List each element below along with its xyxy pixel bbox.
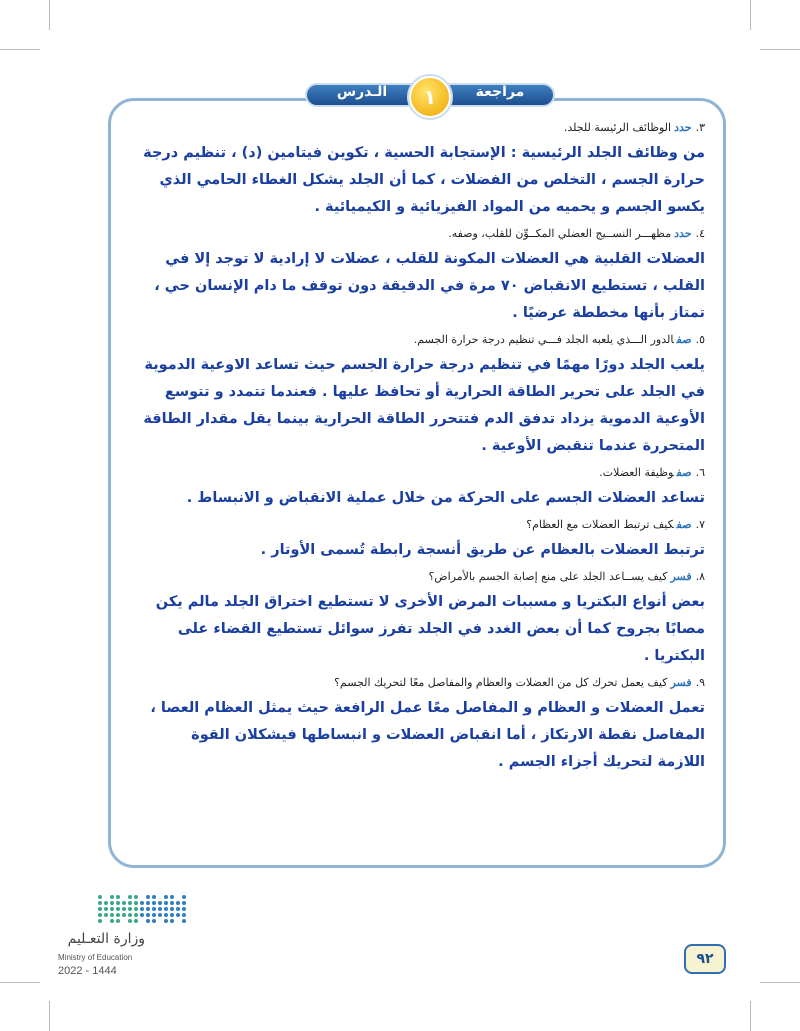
emblem-dot (116, 907, 120, 911)
emblem-dot (158, 901, 162, 905)
answer-text: العضلات القلبية هي العضلات المكونة للقلب ، عضلات لا إرادية لا توجد إلا في القلب ، تستطيع الانقباض ٧٠ مرة في الدقيقة دون توقف ما دام الإنسان حي ، تمتاز بأنها مخططة عرضيًا . (154, 251, 705, 321)
question-text (140, 516, 705, 534)
emblem-dot (134, 907, 138, 911)
emblem-dot (146, 919, 150, 923)
emblem-dot (98, 913, 102, 917)
question-number: ٨. (695, 570, 705, 583)
emblem-dot (152, 907, 156, 911)
emblem-dot (146, 901, 150, 905)
question-text (140, 568, 705, 586)
answer-text: تساعد العضلات الجسم على الحركة من خلال عملية الانقباض و الانبساط . (186, 490, 705, 506)
emblem-dot (98, 919, 102, 923)
emblem-dot (122, 901, 126, 905)
question-body: مظهـــر النســيج العضلي المكــوِّن للقلب، وصفه. (448, 227, 672, 240)
emblem-dot (164, 895, 168, 899)
question-body: وظيفة العضلات. (599, 466, 674, 479)
question-verb: حدد (674, 227, 692, 240)
question-verb: صف (676, 333, 692, 346)
question-body: كيف يعمل تحرك كل من العضلات والعظام والمفاصل معًا لتحريك الجسم؟ (334, 676, 668, 689)
question-number: ٧. (695, 518, 705, 531)
emblem-dot (122, 913, 126, 917)
emblem-dot (98, 901, 102, 905)
question-body: كيف يســاعد الجلد على منع إصابة الجسم بالأمراض؟ (428, 570, 668, 583)
question-text (140, 331, 705, 349)
emblem-dot (170, 901, 174, 905)
answer-text: بعض أنواع البكتريا و مسببات المرض الأخرى لا تستطيع اختراق الجلد مالم يكن مصابًا بجروح كما أن بعض الغدد في الجلد تفرز سوائل تستطيع القضاء على البكتريا . (155, 594, 705, 664)
banner-review-label: مراجعة (475, 84, 525, 100)
emblem-dot (182, 913, 186, 917)
emblem-dot (152, 895, 156, 899)
question-verb: صف (676, 466, 692, 479)
emblem-dot (182, 919, 186, 923)
emblem-dot (104, 901, 108, 905)
emblem-dot (128, 907, 132, 911)
ministry-logo (50, 895, 200, 985)
question-body: الدور الـــذي يلعبه الجلد فـــي تنظيم درجة حرارة الجسم. (413, 333, 674, 346)
emblem-dot (104, 913, 108, 917)
crop-mark (49, 1001, 50, 1031)
emblem-dot (98, 907, 102, 911)
emblem-dot (134, 901, 138, 905)
emblem-dot (116, 913, 120, 917)
emblem-dot (134, 895, 138, 899)
crop-mark (0, 982, 40, 983)
emblem-dot (146, 907, 150, 911)
crop-mark (750, 0, 751, 30)
emblem-dot (116, 895, 120, 899)
question-number: ٦. (695, 466, 705, 479)
emblem-dot (170, 907, 174, 911)
emblem-dot (152, 913, 156, 917)
emblem-dot (158, 913, 162, 917)
emblem-dot (122, 907, 126, 911)
answer-text: ترتبط العضلات بالعظام عن طريق أنسجة رابطة تُسمى الأوتار . (260, 542, 705, 558)
answer-text: من وظائف الجلد الرئيسية : الإستجابة الحسية ، تكوين فيتامين (د) ، تنظيم درجة حرارة الجسم ، التخلص من الفضلات ، كما أن الجلد يشكل الغطاء الحامي الذي يكسو الجسم و يحميه من المواد الفيزيائية و الكيميائية . (143, 145, 705, 215)
question-block (140, 464, 705, 512)
emblem-dot (134, 919, 138, 923)
question-text (140, 464, 705, 482)
question-body: الوظائف الرئيسة للجلد. (563, 121, 672, 134)
question-number: ٤. (695, 227, 705, 240)
answer-text: يلعب الجلد دورًا مهمًا في تنظيم درجة حرارة الجسم حيث تساعد الاوعية الدموية في الجلد على تحرير الطاقة الحرارية أو تحافظ عليها . فعندما تتمدد و تتوسع الأوعية الدموية يزداد تدفق الدم فتتحرر الطاقة الحرارية بينما يقل مقدار الطاقة المتحررة عندما تنقبض الأوعية . (143, 357, 705, 454)
question-number: ٩. (695, 676, 705, 689)
emblem-dot (176, 901, 180, 905)
banner-lesson-label: الـدرس (336, 84, 388, 100)
emblem-dot (176, 907, 180, 911)
emblem-dot (146, 913, 150, 917)
emblem-dot (182, 907, 186, 911)
emblem-dot (110, 901, 114, 905)
emblem-dot (164, 919, 168, 923)
emblem-dot (134, 913, 138, 917)
question-number: ٣. (695, 121, 705, 134)
crop-mark (760, 982, 800, 983)
emblem-dot (128, 895, 132, 899)
emblem-dot (176, 913, 180, 917)
emblem-dot (140, 901, 144, 905)
question-block (140, 119, 705, 221)
question-block (140, 331, 705, 460)
question-number: ٥. (695, 333, 705, 346)
emblem-dot (128, 919, 132, 923)
ministry-year: 2022 - 1444 (58, 965, 117, 977)
emblem-dot (110, 913, 114, 917)
emblem-dot (110, 895, 114, 899)
emblem-dot (140, 913, 144, 917)
question-text (140, 225, 705, 243)
crop-mark (750, 1001, 751, 1031)
emblem-dot (170, 913, 174, 917)
emblem-dot (170, 919, 174, 923)
emblem-dot (110, 919, 114, 923)
question-block (140, 225, 705, 327)
question-block (140, 568, 705, 670)
question-block (140, 674, 705, 776)
emblem-dot (152, 919, 156, 923)
question-text (140, 119, 705, 137)
emblem-dot (128, 901, 132, 905)
banner-lesson-number: ١ (409, 76, 451, 118)
lesson-review-banner (305, 80, 555, 110)
emblem-dot (104, 907, 108, 911)
question-verb: فسر (670, 570, 692, 583)
ministry-arabic-name: وزارة التعـليم (67, 931, 145, 947)
emblem-dot (110, 907, 114, 911)
emblem-dot (164, 907, 168, 911)
emblem-dot (164, 901, 168, 905)
ministry-emblem-icon (98, 895, 193, 925)
emblem-dot (146, 895, 150, 899)
emblem-dot (98, 895, 102, 899)
emblem-dot (170, 895, 174, 899)
emblem-dot (182, 895, 186, 899)
ministry-english-name: Ministry of Education (58, 953, 133, 962)
crop-mark (760, 49, 800, 50)
question-body: كيف ترتبط العضلات مع العظام؟ (526, 518, 674, 531)
answer-text: تعمل العضلات و العظام و المفاصل معًا عمل الرافعة حيث يمثل العظام العصا ، المفاصل نقطة الارتكاز ، أما انقباض العضلات و انبساطها فيشكلان القوة اللازمة لتحريك أجزاء الجسم . (150, 700, 705, 770)
emblem-dot (140, 907, 144, 911)
emblem-dot (152, 901, 156, 905)
question-text (140, 674, 705, 692)
questions-list (140, 116, 705, 780)
emblem-dot (182, 901, 186, 905)
emblem-dot (164, 913, 168, 917)
emblem-dot (116, 919, 120, 923)
question-verb: حدد (674, 121, 692, 134)
question-block (140, 516, 705, 564)
emblem-dot (128, 913, 132, 917)
question-verb: فسر (670, 676, 692, 689)
question-verb: صف (676, 518, 692, 531)
emblem-dot (116, 901, 120, 905)
crop-mark (0, 49, 40, 50)
crop-mark (49, 0, 50, 30)
page-number: ٩٢ (684, 944, 726, 974)
emblem-dot (158, 907, 162, 911)
